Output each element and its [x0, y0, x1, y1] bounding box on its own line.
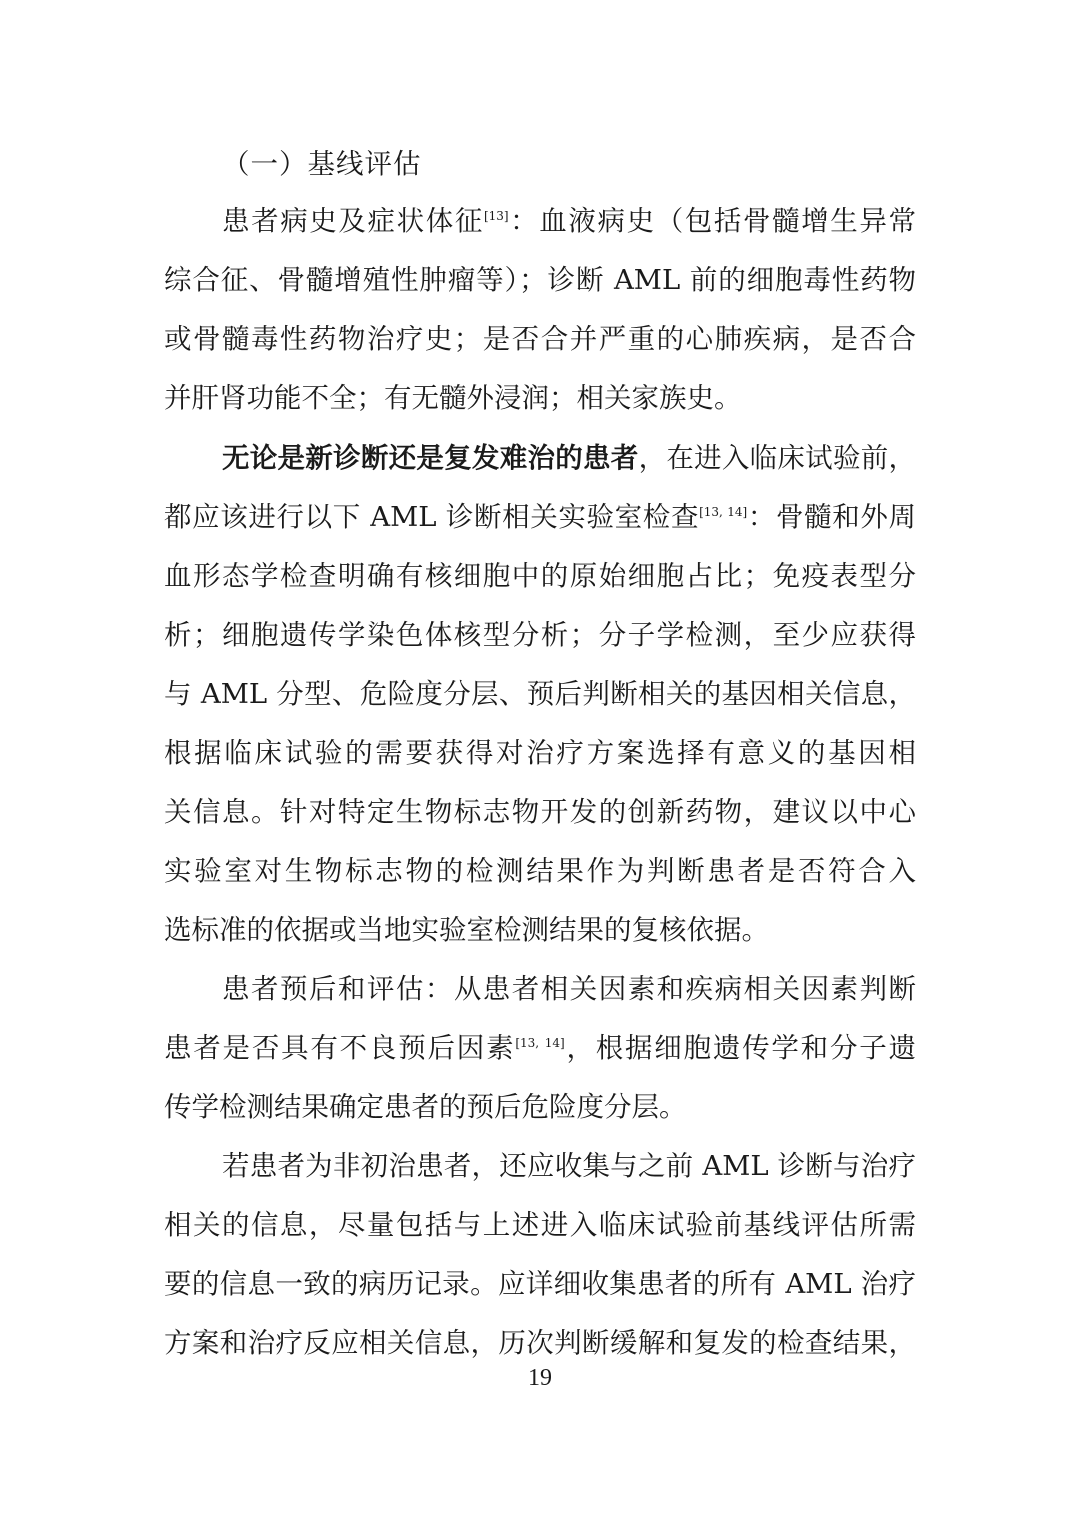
- text-run: ：骨髓和外周: [747, 501, 917, 533]
- paragraph-4-line-4: 方案和治疗反应相关信息，历次判断缓解和复发的检查结果，: [164, 1327, 916, 1359]
- paragraph-2-line-1: [222, 436, 916, 480]
- paragraph-2-line-9: 选标准的依据或当地实验室检测结果的复核依据。: [164, 914, 769, 946]
- paragraph-3-line-3: 传学检测结果确定患者的预后危险度分层。: [164, 1091, 687, 1123]
- paragraph-2-line-5: 与 AML 分型、危险度分层、预后判断相关的基因相关信息，: [164, 678, 916, 710]
- section-heading: （一）基线评估: [222, 148, 422, 180]
- paragraph-1-line-1: [222, 199, 916, 243]
- paragraph-2-line-4: 析；细胞遗传学染色体核型分析；分子学检测，至少应获得: [164, 619, 916, 651]
- page-number: 19: [528, 1365, 552, 1391]
- paragraph-1-line-3: 或骨髓毒性药物治疗史；是否合并严重的心肺疾病，是否合: [164, 323, 916, 355]
- text-run: ，根据细胞遗传学和分子遗: [564, 1032, 917, 1064]
- paragraph-4-line-1: 若患者为非初治患者，还应收集与之前 AML 诊断与治疗: [222, 1150, 916, 1182]
- bold-text-run: 无论是新诊断还是复发难治的患者: [222, 442, 639, 474]
- text-run: 患者病史及症状体征: [222, 205, 484, 237]
- paragraph-1-line-4: 并肝肾功能不全；有无髓外浸润；相关家族史。: [164, 382, 742, 414]
- paragraph-2-line-3: 血形态学检查明确有核细胞中的原始细胞占比；免疫表型分: [164, 560, 916, 592]
- text-run: 患者是否具有不良预后因素: [164, 1032, 516, 1064]
- paragraph-4-line-2: 相关的信息，尽量包括与上述进入临床试验前基线评估所需: [164, 1209, 916, 1241]
- paragraph-4-line-3: 要的信息一致的病历记录。应详细收集患者的所有 AML 治疗: [164, 1268, 916, 1300]
- citation: [13, 14]: [699, 504, 748, 519]
- paragraph-2-line-6: 根据临床试验的需要获得对治疗方案选择有意义的基因相: [164, 737, 916, 769]
- paragraph-2-line-8: 实验室对生物标志物的检测结果作为判断患者是否符合入: [164, 855, 916, 887]
- text-run: 都应该进行以下 AML 诊断相关实验室检查: [164, 501, 700, 533]
- paragraph-3-line-1: 患者预后和评估：从患者相关因素和疾病相关因素判断: [222, 973, 916, 1005]
- paragraph-2-line-2: [164, 495, 916, 539]
- citation: [13, 14]: [515, 1035, 565, 1050]
- text-run: ，在进入临床试验前，: [638, 442, 916, 474]
- text-run: ：血液病史（包括骨髓增生异常: [508, 205, 917, 237]
- paragraph-1-line-2: 综合征、骨髓增殖性肿瘤等）；诊断 AML 前的细胞毒性药物: [164, 264, 916, 296]
- paragraph-2-line-7: 关信息。针对特定生物标志物开发的创新药物，建议以中心: [164, 796, 916, 828]
- paragraph-3-line-2: [164, 1026, 916, 1070]
- citation: [13]: [483, 208, 509, 223]
